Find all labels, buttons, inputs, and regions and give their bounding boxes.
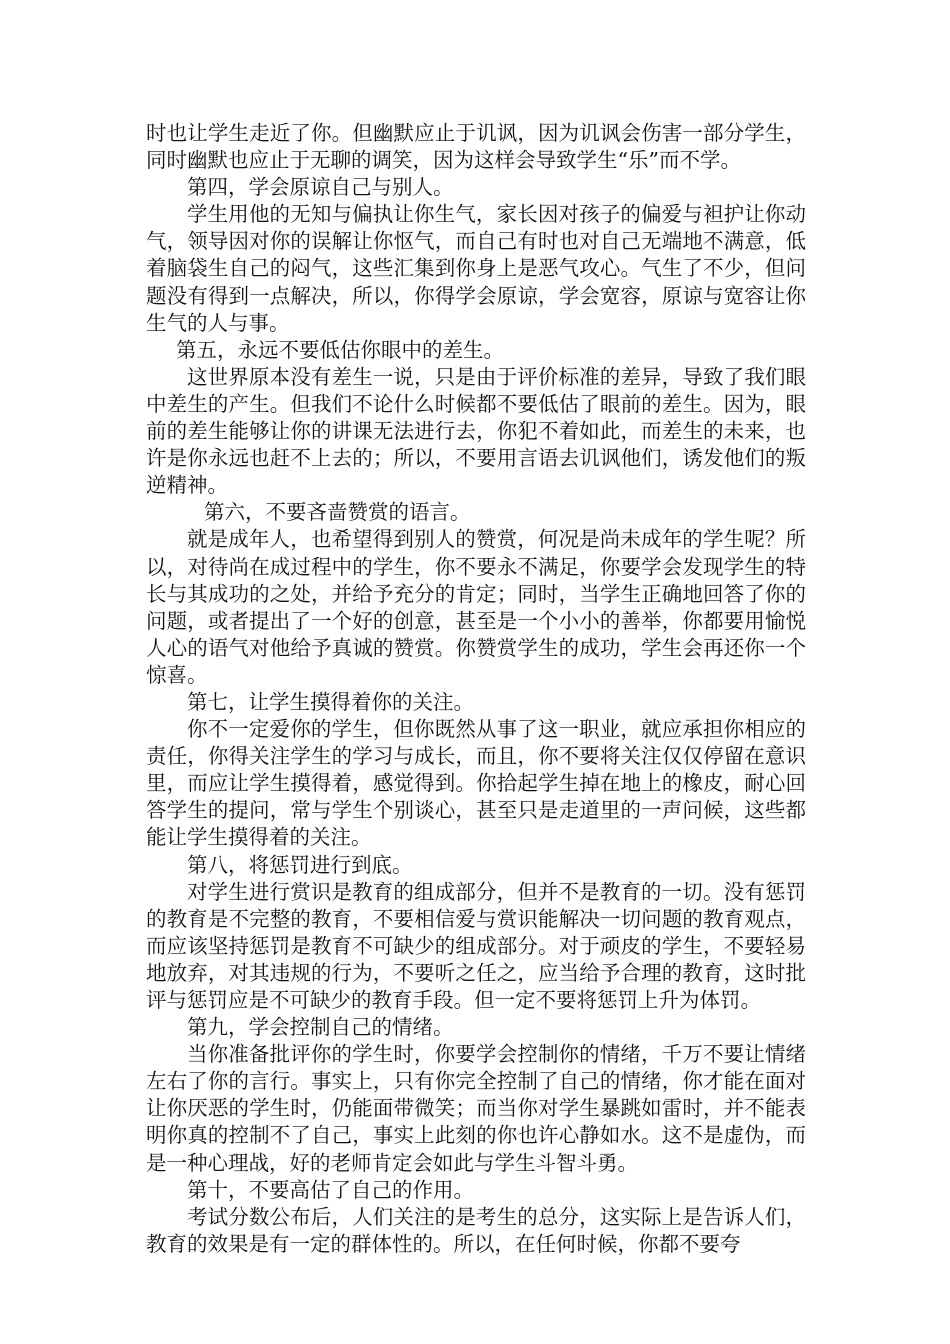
paragraph-point-eight: 对学生进行赏识是教育的组成部分，但并不是教育的一切。没有惩罚的教育是不完整的教育，不要相信爱与赏识能解决一切问题的教育观点，而应该坚持惩罚是教育不可缺少的组成部分。对于顽皮的学生，不要轻易地放弃，对其违规的行为，不要听之任之，应当给予合理的教育，这时批评与惩罚应是不可缺少的教育手段。但一定不要将惩罚上升为体罚。 (146, 879, 806, 1012)
document-body (146, 120, 806, 1258)
heading-point-four: 第四，学会原谅自己与别人。 (187, 175, 454, 200)
paragraph-point-nine: 当你准备批评你的学生时，你要学会控制你的情绪，千万不要让情绪左右了你的言行。事实上，只有你完全控制了自己的情绪，你才能在面对让你厌恶的学生时，仍能面带微笑；而当你对学生暴跳如雷时，并不能表明你真的控制不了自己，事实上此刻的你也许心静如水。这不是虚伪，而是一种心理战，好的老师肯定会如此与学生斗智斗勇。 (146, 1042, 806, 1175)
paragraph-point-ten: 考试分数公布后，人们关注的是考生的总分，这实际上是告诉人们，教育的效果是有一定的群体性的。所以，在任何时候，你都不要夸 (146, 1204, 806, 1256)
heading-point-eight: 第八，将惩罚进行到底。 (187, 852, 413, 877)
paragraph-humor-continuation: 时也让学生走近了你。但幽默应止于讥讽，因为讥讽会伤害一部分学生，同时幽默也应止于无聊的调笑，因为这样会导致学生“乐”而不学。 (146, 121, 806, 173)
heading-point-ten: 第十，不要高估了自己的作用。 (187, 1177, 474, 1202)
heading-point-nine: 第九，学会控制自己的情绪。 (187, 1015, 454, 1040)
paragraph-point-five: 这世界原本没有差生一说，只是由于评价标准的差异，导致了我们眼中差生的产生。但我们不论什么时候都不要低估了眼前的差生。因为，眼前的差生能够让你的讲课无法进行去，你犯不着如此，而差生的未来，也许是你永远也赶不上去的；所以，不要用言语去讥讽他们，诱发他们的叛逆精神。 (146, 364, 806, 498)
paragraph-point-four: 学生用他的无知与偏执让你生气，家长因对孩子的偏爱与袒护让你动气，领导因对你的误解让你怄气，而自己有时也对自己无端地不满意，低着脑袋生自己的闷气，这些汇集到你身上是恶气攻心。气生了不少，但问题没有得到一点解决，所以，你得学会原谅，学会宽容，原谅与宽容让你生气的人与事。 (146, 202, 806, 335)
heading-point-six: 第六，不要吝啬赞赏的语言。 (204, 500, 471, 525)
heading-point-seven: 第七，让学生摸得着你的关注。 (187, 689, 474, 714)
heading-point-five: 第五，永远不要低估你眼中的差生。 (176, 337, 504, 362)
paragraph-point-seven: 你不一定爱你的学生，但你既然从事了这一职业，就应承担你相应的责任，你得关注学生的学习与成长，而且，你不要将关注仅仅停留在意识里，而应让学生摸得着，感觉得到。你拾起学生掉在地上的橡皮，耐心回答学生的提问，常与学生个别谈心，甚至只是走道里的一声问候，这些都能让学生摸得着的关注。 (146, 717, 806, 850)
paragraph-point-six: 就是成年人，也希望得到别人的赞赏，何况是尚未成年的学生呢？所以，对待尚在成过程中的学生，你不要永不满足，你要学会发现学生的特长与其成功的之处，并给予充分的肯定；同时，当学生正确地回答了你的问题，或者提出了一个好的创意，甚至是一个小小的善举，你都要用愉悦人心的语气对他给予真诚的赞赏。你赞赏学生的成功，学生会再还你一个惊喜。 (146, 527, 806, 687)
